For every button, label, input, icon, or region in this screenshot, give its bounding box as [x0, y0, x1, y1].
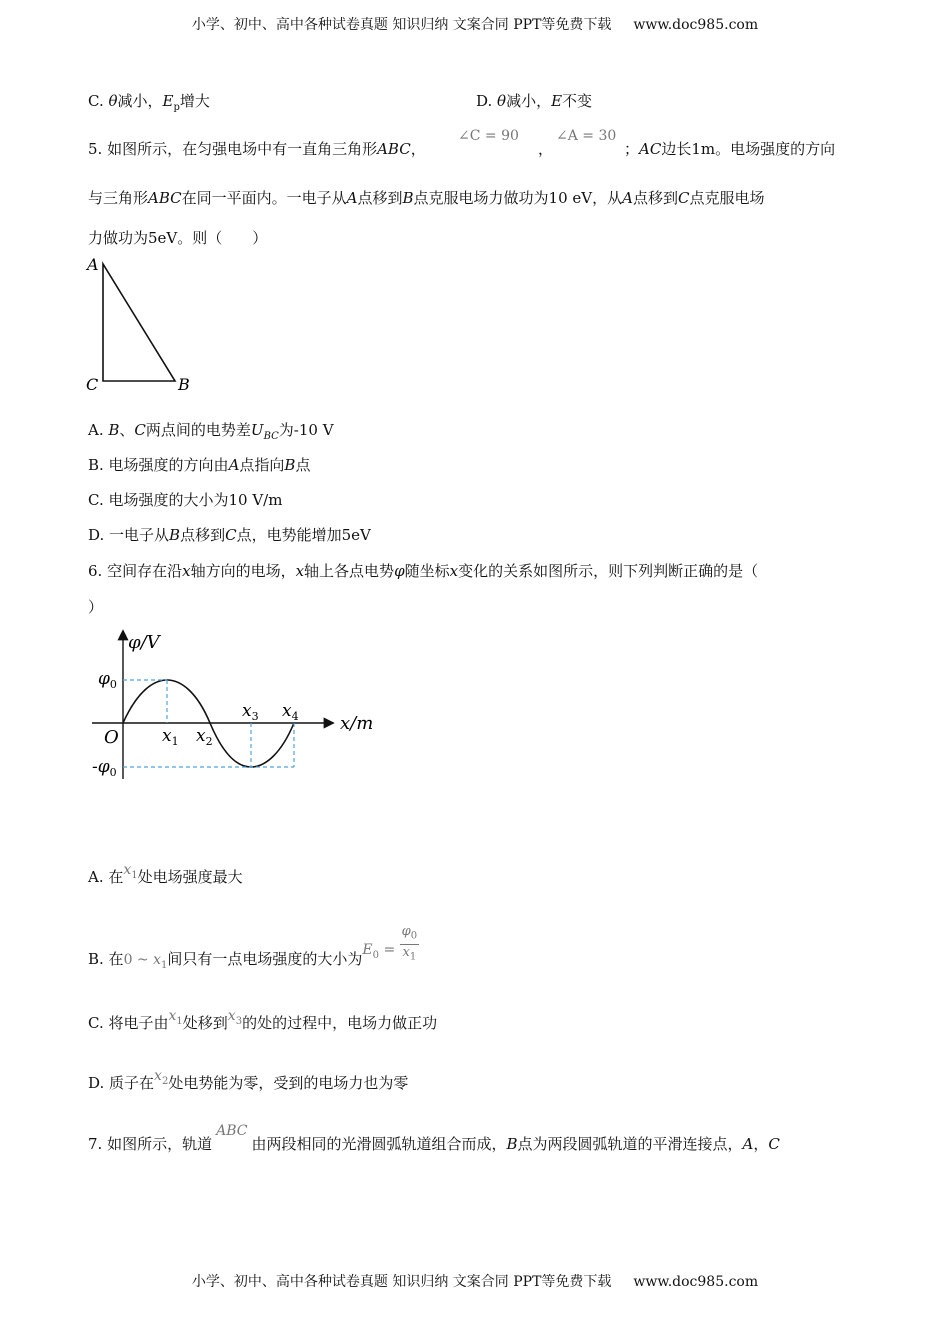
q7-stem-line-1: 7. 如图所示，轨道ABC由两段相同的光滑圆弧轨道组合而成，B点为两段圆弧轨道的平滑连接点，A，C: [88, 1123, 780, 1153]
triangle-label-c: C: [86, 375, 99, 394]
q6-option-a[interactable]: A. 在$x_1$处电场强度最大: [88, 862, 243, 886]
triangle-abc: [103, 264, 175, 381]
header-text: 小学、初中、高中各种试卷真题 知识归纳 文案合同 PPT等免费下载: [191, 17, 612, 33]
q5-option-b[interactable]: B. 电场强度的方向由A点指向B点: [88, 456, 311, 474]
origin-label: O: [104, 727, 119, 748]
q6-option-c[interactable]: C. 将电子由$x_1$处移到$x_3$的处的过程中，电场力做正功: [88, 1008, 438, 1032]
footer-site-link[interactable]: www.doc985.com: [633, 1274, 759, 1290]
footer-text: 小学、初中、高中各种试卷真题 知识归纳 文案合同 PPT等免费下载: [191, 1274, 612, 1290]
x2-label: $x_2$: [196, 726, 213, 748]
e0-fraction: $\frac{\varphi_0}{x_1}$: [401, 924, 418, 963]
q5-option-a[interactable]: A. B、C两点间的电势差$U_{BC}$为-10 V: [88, 421, 334, 442]
q4-option-d[interactable]: D. θ减小，E不变: [476, 92, 593, 110]
y-axis-label: φ/V: [128, 632, 160, 653]
q4-option-c[interactable]: C. θ减小，$E_p$增大: [88, 92, 210, 113]
q6-option-b[interactable]: B. 在0 ~ $x_1$间只有一点电场强度的大小为$E_0$ = $\frac{\varphi_0}{x_1}$: [88, 924, 418, 971]
neg-phi0-label: $-\varphi_0$: [92, 757, 117, 779]
q5-comma: ，: [538, 140, 554, 158]
q6-stem-line-2: ）: [88, 598, 104, 616]
q5-angle-c: ∠C = 90: [458, 128, 519, 144]
q5-angle-a: ∠A = 30: [556, 128, 617, 144]
q5-option-d[interactable]: D. 一电子从B点移到C点，电势能增加5eV: [88, 526, 371, 544]
q6-potential-graph: [84, 624, 384, 784]
q5-option-c[interactable]: C. 电场强度的大小为10 V/m: [88, 491, 283, 509]
q6-option-d[interactable]: D. 质子在$x_2$处电势能为零，受到的电场力也为零: [88, 1068, 409, 1092]
q5-triangle-figure: [84, 254, 204, 396]
x4-label: $x_4$: [282, 701, 299, 723]
q5-stem-line-2: 与三角形ABC在同一平面内。一电子从A点移到B点克服电场力做功为10 eV，从A点移到C点克服电场: [88, 189, 765, 207]
header-site-link[interactable]: www.doc985.com: [633, 17, 759, 33]
q5-stem-line-3: 力做功为5eV。则（ ）: [88, 229, 268, 247]
q6-stem-line-1: 6. 空间存在沿x轴方向的电场，x轴上各点电势φ随坐标x变化的关系如图所示，则下列判断正确的是（: [88, 562, 759, 580]
phi0-label: $\varphi_0$: [98, 669, 117, 691]
x-axis-label: x/m: [340, 713, 374, 734]
q5-stem-line-1: 5. 如图所示，在匀强电场中有一直角三角形ABC，: [88, 140, 426, 158]
page-footer: [0, 1271, 950, 1291]
x3-label: $x_3$: [242, 701, 259, 723]
triangle-label-a: A: [87, 255, 99, 274]
triangle-label-b: B: [178, 375, 190, 394]
page-header: [0, 14, 950, 34]
x1-label: $x_1$: [162, 726, 179, 748]
q5-stem-line-1-end: ；AC边长1m。电场强度的方向: [624, 140, 836, 158]
